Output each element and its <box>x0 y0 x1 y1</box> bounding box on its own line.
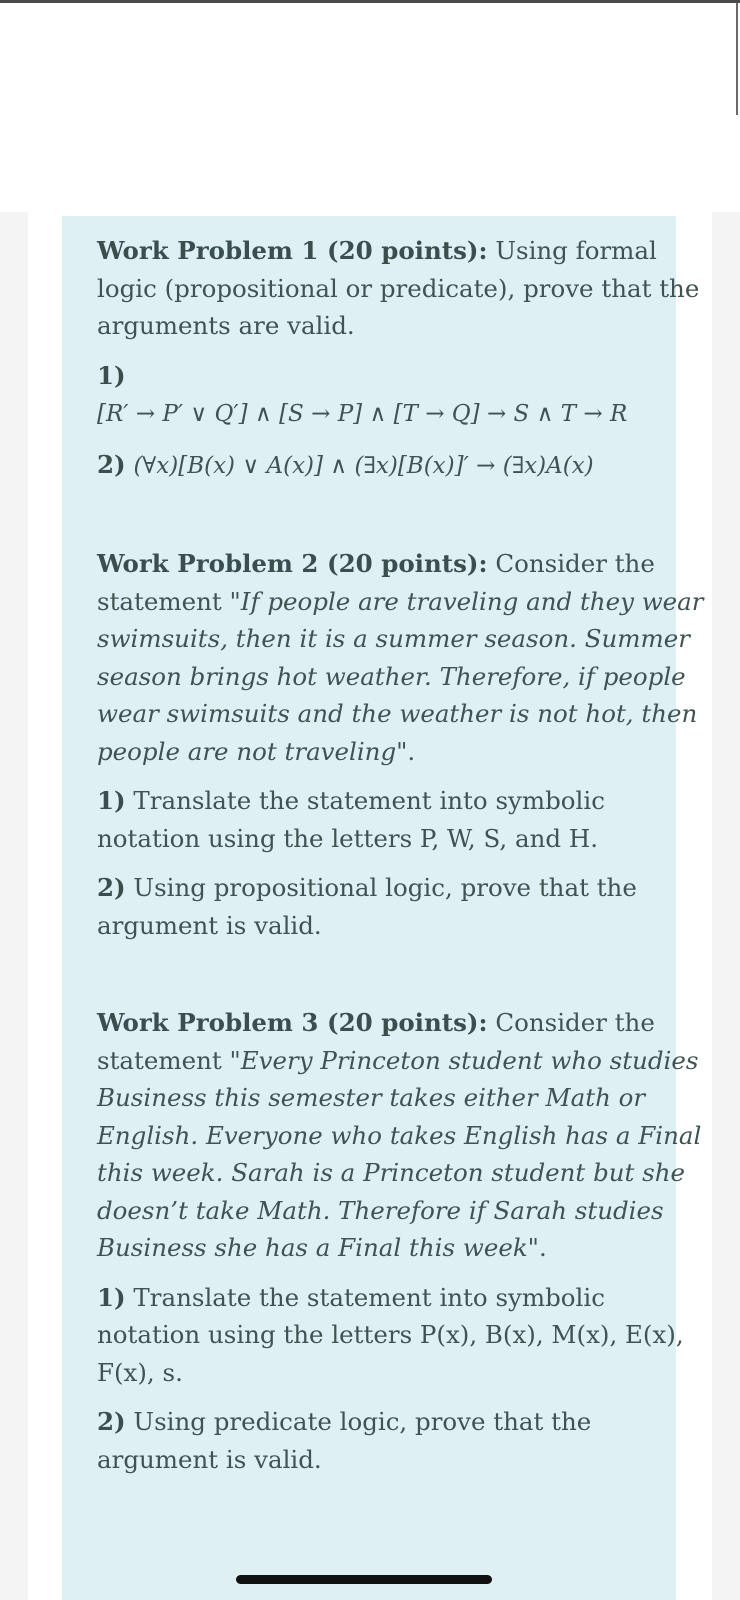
problem3-item2 <box>97 1403 707 1478</box>
problem3-item2-label: 2) <box>97 1407 126 1436</box>
problem3-quote: Every Princeton student who studies Business this semester takes either Math or English. Everyone who takes English has a Final this week. Sarah is a Princeton student but she doesn’t take Math. Therefore if Sarah studies Business she has a Final this week <box>97 1045 702 1262</box>
problem1-heading: Work Problem 1 (20 points): <box>97 236 488 265</box>
problem2-item1 <box>97 782 707 857</box>
problem3-item1-label: 1) <box>97 1282 126 1312</box>
problem-content <box>97 232 707 1478</box>
problem1-item2 <box>97 446 707 486</box>
problem2-item2 <box>97 869 707 944</box>
problem2-intro-end: ". <box>396 736 416 766</box>
problem3-intro-end: ". <box>527 1233 547 1262</box>
problem3-heading: Work Problem 3 (20 points): <box>97 1008 488 1037</box>
problem1-item2-formula: (∀x)[B(x) ∨ A(x)] ∧ (∃x)[B(x)]′ → (∃x)A(x) <box>133 452 594 479</box>
problem1-intro-text: Using formal logic (propositional or predicate), prove that the arguments are valid. <box>97 236 700 340</box>
home-indicator[interactable] <box>236 1575 492 1584</box>
scroll-edge-line <box>736 3 738 115</box>
problem3-intro <box>97 1004 707 1267</box>
problem1-item1-formula: [R′ → P′ ∨ Q′] ∧ [S → P] ∧ [T → Q] → S ∧ T → R <box>97 401 628 427</box>
problem3-item1 <box>97 1279 707 1392</box>
problem3-item1-text: Translate the statement into symbolic notation using the letters P(x), B(x), M(x), E(x), F(x), s. <box>97 1282 684 1387</box>
problem2-heading: Work Problem 2 (20 points): <box>97 549 488 578</box>
problem1-intro <box>97 232 707 345</box>
problem2-intro-text: Consider the statement " <box>97 549 655 616</box>
top-blank-area <box>0 0 740 212</box>
problem2-item1-text: Translate the statement into symbolic notation using the letters P, W, S, and H. <box>97 786 605 853</box>
problem2-quote: If people are traveling and they wear swimsuits, then it is a summer season. Summer season brings hot weather. Therefore, if people wear swimsuits and the weather is not hot, then people are not traveling <box>97 586 704 766</box>
problem1-item1-label: 1) <box>97 360 126 390</box>
problem2-item2-text: Using propositional logic, prove that the argument is valid. <box>97 873 637 940</box>
problem2-intro <box>97 545 707 770</box>
problem1-item2-label: 2) <box>97 449 126 479</box>
problem2-item1-label: 1) <box>97 786 126 815</box>
problem3-item2-text: Using predicate logic, prove that the argument is valid. <box>97 1407 592 1474</box>
problem2-item2-label: 2) <box>97 873 126 902</box>
problem1-item1 <box>97 357 707 434</box>
problem3-intro-text: Consider the statement " <box>97 1008 655 1075</box>
